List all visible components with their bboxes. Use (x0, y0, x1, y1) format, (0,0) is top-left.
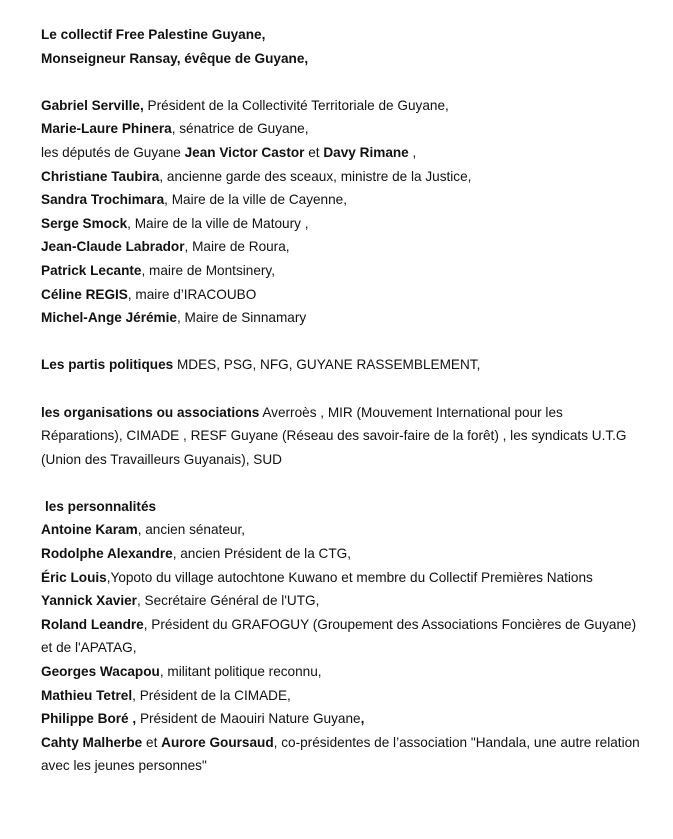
header-line-monseigneur: Monseigneur Ransay, évêque de Guyane, (41, 50, 309, 66)
personality-wacapou: Georges Wacapou, militant politique reconnu, (41, 664, 322, 680)
personality-karam: Antoine Karam, ancien sénateur, (41, 522, 246, 538)
personality-alexandre: Rodolphe Alexandre, ancien Président de la CTG, (41, 546, 352, 562)
personality-xavier: Yannick Xavier, Secrétaire Général de l'UTG, (41, 593, 320, 609)
official-taubira: Christiane Taubira, ancienne garde des sceaux, ministre de la Justice, (41, 168, 472, 184)
personality-malherbe-goursaud: Cahty Malherbe et Aurore Goursaud, co-présidentes de l’association "Handala, une autre relation avec les jeunes personnes" (41, 734, 640, 774)
official-smock: Serge Smock, Maire de la ville de Matoury , (41, 215, 309, 231)
organisations-paragraph: les organisations ou associations Averroès , MIR (Mouvement International pour les Réparations), CIMADE , RESF Guyane (Réseau des savoir-faire de la forêt) , les syndicats U.T.G (Union des Travailleurs Guyanais), SUD (41, 404, 627, 467)
official-lecante: Patrick Lecante, maire de Montsinery, (41, 262, 275, 278)
official-deputes: les députés de Guyane Jean Victor Castor et Davy Rimane , (41, 144, 417, 160)
parties-line: Les partis politiques MDES, PSG, NFG, GUYANE RASSEMBLEMENT, (41, 357, 481, 373)
letter-body (41, 23, 641, 778)
official-jeremie: Michel-Ange Jérémie, Maire de Sinnamary (41, 310, 307, 326)
spacer (41, 70, 641, 94)
official-trochimara: Sandra Trochimara, Maire de la ville de Cayenne, (41, 192, 348, 208)
personality-louis: Éric Louis,Yopoto du village autochtone Kuwano et membre du Collectif Premières Nations (41, 569, 593, 585)
official-labrador: Jean-Claude Labrador, Maire de Roura, (41, 239, 290, 255)
personality-bore: Philippe Boré , Président de Maouiri Nature Guyane, (41, 711, 365, 727)
official-regis: Céline REGIS, maire d’IRACOUBO (41, 286, 257, 302)
header-line-collectif: Le collectif Free Palestine Guyane, (41, 27, 266, 42)
spacer (41, 377, 641, 401)
official-serville: Gabriel Serville, Président de la Collectivité Territoriale de Guyane, (41, 97, 449, 113)
spacer (41, 471, 641, 495)
personalities-heading: les personnalités (45, 498, 157, 514)
official-phinera: Marie-Laure Phinera, sénatrice de Guyane, (41, 121, 309, 137)
spacer (41, 330, 641, 354)
personality-leandre: Roland Leandre, Président du GRAFOGUY (Groupement des Associations Foncières de Guyane) et de l'APATAG, (41, 616, 637, 656)
personality-tetrel: Mathieu Tetrel, Président de la CIMADE, (41, 687, 291, 703)
